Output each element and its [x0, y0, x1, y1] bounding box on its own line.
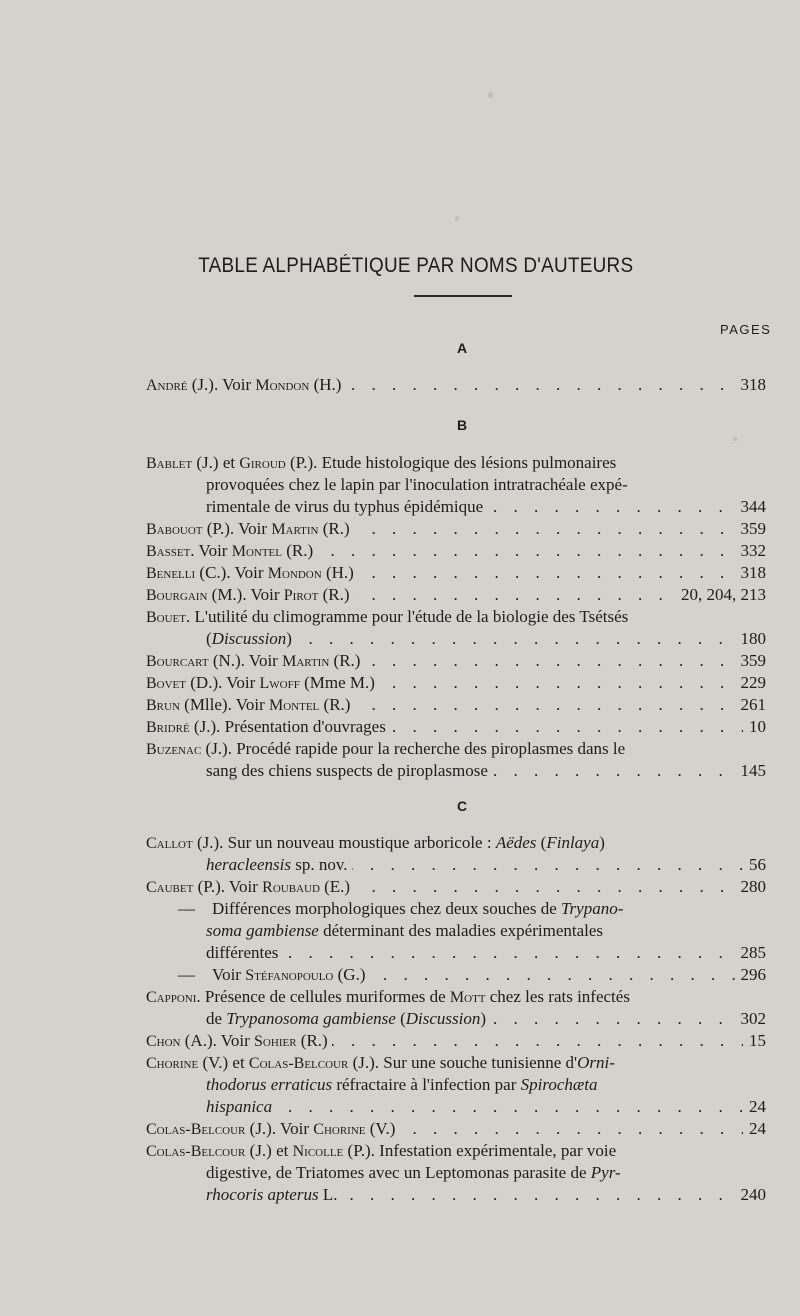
index-entry: Callot (J.). Sur un nouveau moustique arboricole : Aëdes (Finlaya)	[146, 833, 605, 852]
index-entry: — Voir Stéfanopoulo (G.) . . . 296	[178, 964, 766, 986]
index-entry: Capponi. Présence de cellules muriformes de Mott chez les rats infectés	[146, 987, 630, 1006]
index-entry: André (J.). Voir Mondon (H.) . . . 318	[146, 374, 766, 396]
index-entry: Chorine (V.) et Colas-Belcour (J.). Sur une souche tunisienne d'Orni-	[146, 1053, 615, 1072]
paper-speck	[488, 92, 493, 98]
page-number: 229	[735, 672, 767, 694]
index-entry: Bridré (J.). Présentation d'ouvrages . . . 10	[146, 716, 766, 738]
page-number: 261	[735, 694, 767, 716]
page-number: 240	[735, 1184, 767, 1206]
index-entry-continued: soma gambiense déterminant des maladies expérimentales	[206, 921, 604, 940]
index-entry: Bourgain (M.). Voir Pirot (R.) . . . 20, 204, 213	[146, 584, 766, 606]
page-number: 344	[735, 496, 767, 518]
page-number: 24	[743, 1096, 766, 1118]
index-entry-continued: (Discussion) . . . 180	[206, 628, 766, 650]
index-entry-continued: de Trypanosoma gambiense (Discussion) . . . 302	[206, 1008, 766, 1030]
index-entry: Bovet (D.). Voir Lwoff (Mme M.) . . . 229	[146, 672, 766, 694]
page-number: 56	[743, 854, 766, 876]
page-number: 145	[735, 760, 767, 782]
page-number: 24	[743, 1118, 766, 1140]
page-title: TABLE ALPHABÉTIQUE PAR NOMS D'AUTEURS	[198, 254, 634, 277]
page-number: 332	[735, 540, 767, 562]
page-number: 318	[735, 374, 767, 396]
index-entry: Bourcart (N.). Voir Martin (R.) . . . 359	[146, 650, 766, 672]
index-entry-continued: rimentale de virus du typhus épidémique . . . 344	[206, 496, 766, 518]
page-number: 180	[735, 628, 767, 650]
index-entry: Colas-Belcour (J.) et Nicolle (P.). Infestation expérimentale, par voie	[146, 1141, 617, 1160]
index-entry-continued: hispanica . . . 24	[206, 1096, 766, 1118]
index-entry-continued: différentes . . . 285	[206, 942, 766, 964]
page-number: 20, 204, 213	[675, 584, 766, 606]
page-number: 15	[743, 1030, 766, 1052]
paper-speck	[455, 216, 459, 221]
index-entry-continued: heracleensis sp. nov. . . . 56	[206, 854, 766, 876]
pages-column-label: PAGES	[720, 322, 772, 337]
index-entry: Bouet. L'utilité du climogramme pour l'étude de la biologie des Tsétsés	[146, 607, 629, 626]
section-letter-a: A	[456, 340, 468, 356]
index-entry-continued: thodorus erraticus réfractaire à l'infection par Spirochæta	[206, 1075, 598, 1094]
title-rule	[414, 295, 512, 297]
index-entry: Brun (Mlle). Voir Montel (R.) . . . 261	[146, 694, 766, 716]
page-number: 359	[735, 650, 767, 672]
page-number: 285	[735, 942, 767, 964]
index-entry: Colas-Belcour (J.). Voir Chorine (V.) . . . 24	[146, 1118, 766, 1140]
page-number: 296	[735, 964, 767, 986]
index-entry: — Différences morphologiques chez deux souches de Trypano-	[178, 899, 624, 918]
page-number: 280	[735, 876, 767, 898]
page-number: 10	[743, 716, 766, 738]
index-entry: Babouot (P.). Voir Martin (R.) . . . 359	[146, 518, 766, 540]
index-entry: Buzenac (J.). Procédé rapide pour la recherche des piroplasmes dans le	[146, 739, 626, 758]
index-entry: Bablet (J.) et Giroud (P.). Etude histologique des lésions pulmonaires	[146, 453, 617, 472]
index-entry: Chon (A.). Voir Sohier (R.) . . . 15	[146, 1030, 766, 1052]
index-entry-continued: digestive, de Triatomes avec un Leptomonas parasite de Pyr-	[206, 1163, 621, 1182]
paper-speck	[733, 437, 737, 441]
index-entry: Benelli (C.). Voir Mondon (H.) . . . 318	[146, 562, 766, 584]
section-letter-b: B	[456, 417, 468, 433]
index-entry-continued: sang des chiens suspects de piroplasmose . . . 145	[206, 760, 766, 782]
page-number: 359	[735, 518, 767, 540]
index-entry-continued: provoquées chez le lapin par l'inoculation intratrachéale expé-	[206, 475, 628, 494]
index-entry: Caubet (P.). Voir Roubaud (E.) . . . 280	[146, 876, 766, 898]
index-entry: Basset. Voir Montel (R.) . . . 332	[146, 540, 766, 562]
page-number: 318	[735, 562, 767, 584]
index-entry-continued: rhocoris apterus L. . . . 240	[206, 1184, 766, 1206]
page-number: 302	[735, 1008, 767, 1030]
section-letter-c: C	[456, 798, 468, 814]
